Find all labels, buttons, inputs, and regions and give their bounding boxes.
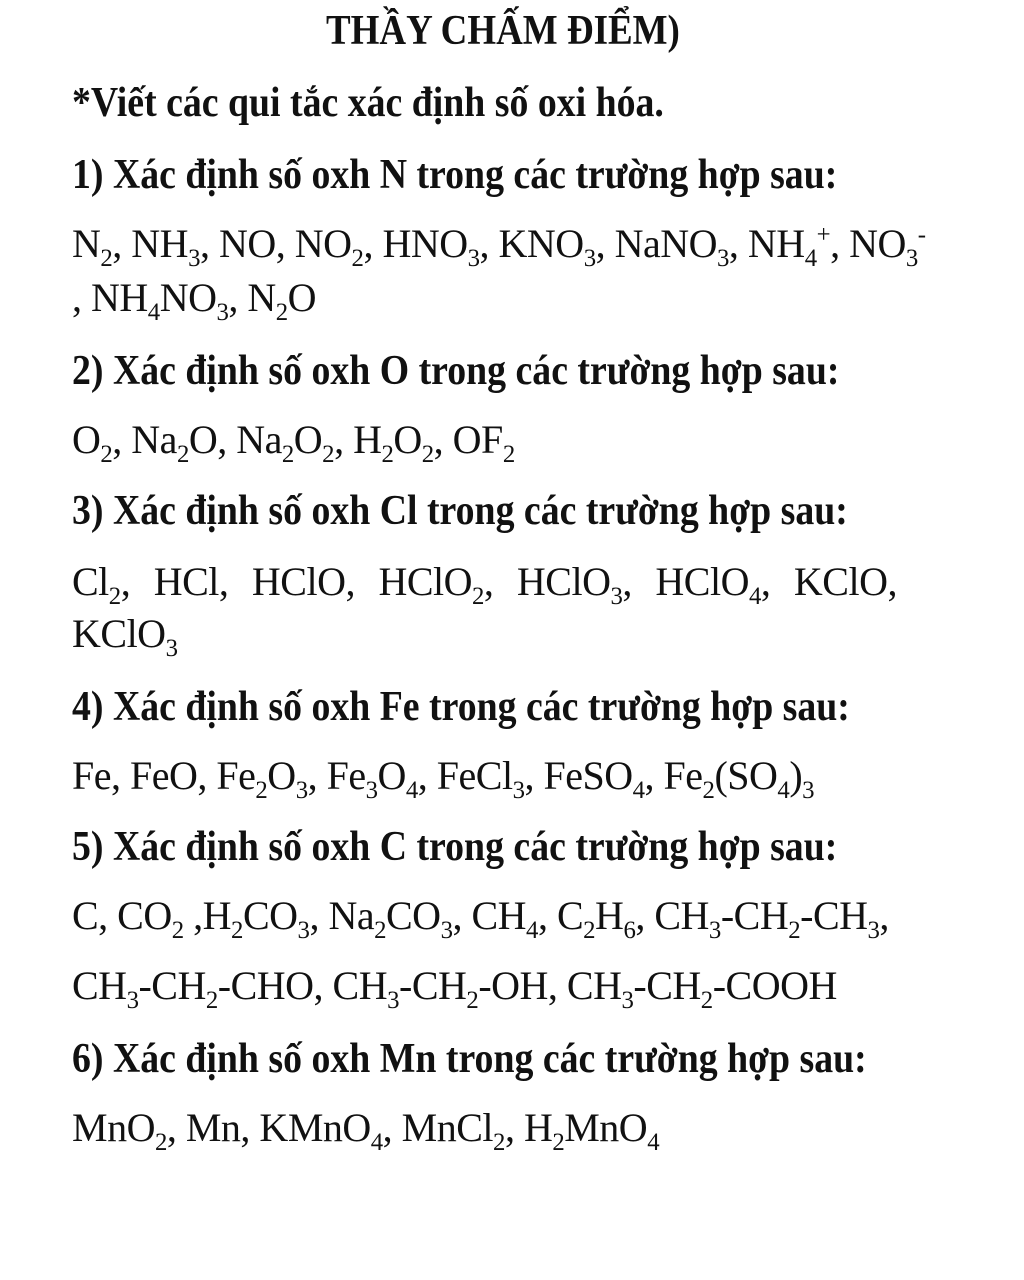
formula-superscript: - xyxy=(917,221,926,249)
formula-text: (SO xyxy=(714,753,778,798)
section-6-heading: 6) Xác định số oxh Mn trong các trường hợp sau: xyxy=(72,1036,867,1082)
formula-text: , Mn, KMnO xyxy=(166,1105,371,1150)
formula-text: O, Na xyxy=(188,417,282,462)
formula-text: , HCl, HClO, HClO xyxy=(120,559,473,604)
formula-text: O xyxy=(377,753,406,798)
formula-text: , CH xyxy=(452,893,527,938)
formula-text: , C xyxy=(537,893,584,938)
formula-text: , H xyxy=(504,1105,553,1150)
section-2-formula-line xyxy=(72,417,515,468)
formula-subscript: 2 xyxy=(552,1129,565,1156)
formula-text: Fe, FeO, Fe xyxy=(72,753,256,798)
formula-text: -OH, CH xyxy=(478,963,622,1008)
formula-text: -COOH xyxy=(712,963,837,1008)
section-3-formula-line xyxy=(72,559,897,610)
formula-subscript: 2 xyxy=(100,245,113,272)
formula-text: , CH xyxy=(635,893,709,938)
formula-subscript: 6 xyxy=(623,917,636,944)
section-1-formula-line xyxy=(72,275,317,326)
formula-subscript: 3 xyxy=(440,917,453,944)
formula-subscript: 4 xyxy=(647,1129,660,1156)
formula-subscript: 4 xyxy=(748,583,761,610)
section-4-formula-line xyxy=(72,753,815,804)
formula-text: , HClO xyxy=(483,559,611,604)
formula-subscript: 4 xyxy=(526,917,538,944)
formula-text: Cl xyxy=(72,559,109,604)
formula-subscript: 2 xyxy=(493,1129,505,1156)
formula-subscript: 2 xyxy=(171,917,184,944)
formula-text: KClO xyxy=(72,611,166,656)
formula-subscript: 2 xyxy=(154,1129,167,1156)
formula-text: CO xyxy=(242,893,298,938)
formula-text: , MnCl xyxy=(382,1105,494,1150)
formula-subscript: 2 xyxy=(281,441,294,468)
formula-text: , Na xyxy=(112,417,177,462)
formula-superscript: + xyxy=(816,221,831,249)
formula-text: , HNO xyxy=(363,221,468,266)
formula-text: , NO, NO xyxy=(199,221,352,266)
formula-subscript: 3 xyxy=(708,917,721,944)
formula-subscript: 2 xyxy=(176,441,189,468)
formula-subscript: 2 xyxy=(351,245,364,272)
formula-subscript: 3 xyxy=(467,245,480,272)
section-4-heading: 4) Xác định số oxh Fe trong các trường hợp sau: xyxy=(72,684,850,730)
formula-subscript: 4 xyxy=(804,245,817,272)
formula-subscript: 3 xyxy=(365,777,378,804)
formula-subscript: 2 xyxy=(583,917,596,944)
formula-text: MnO xyxy=(564,1105,648,1150)
formula-text: , FeCl xyxy=(417,753,513,798)
formula-text: , NH xyxy=(728,221,805,266)
formula-text: O xyxy=(72,417,101,462)
formula-text: MnO xyxy=(72,1105,155,1150)
formula-text: O xyxy=(287,275,317,320)
formula-subscript: 2 xyxy=(421,441,434,468)
formula-text: , HClO xyxy=(622,559,749,604)
formula-text: -CH xyxy=(399,963,467,1008)
section-2-heading: 2) Xác định số oxh O trong các trường hợp sau: xyxy=(72,348,840,394)
formula-text: CO xyxy=(385,893,441,938)
formula-subscript: 3 xyxy=(165,635,178,662)
section-1-formula-line xyxy=(72,221,926,272)
formula-text: , NO xyxy=(830,221,906,266)
formula-text: , xyxy=(879,893,889,938)
formula-text: -CHO, CH xyxy=(217,963,388,1008)
formula-text: H xyxy=(595,893,624,938)
formula-subscript: 3 xyxy=(905,245,918,272)
formula-text: CH xyxy=(72,963,127,1008)
formula-subscript: 3 xyxy=(216,299,229,326)
formula-subscript: 2 xyxy=(108,583,121,610)
formula-text: O xyxy=(393,417,422,462)
formula-text: , KClO, xyxy=(760,559,897,604)
formula-subscript: 3 xyxy=(387,987,400,1014)
formula-subscript: 4 xyxy=(632,777,645,804)
section-5-formula-line xyxy=(72,893,889,944)
formula-subscript: 4 xyxy=(777,777,790,804)
formula-subscript: 2 xyxy=(700,987,713,1014)
formula-subscript: 2 xyxy=(702,777,715,804)
section-5-heading: 5) Xác định số oxh C trong các trường hợp sau: xyxy=(72,824,838,870)
formula-text: , FeSO xyxy=(524,753,633,798)
formula-subscript: 2 xyxy=(231,917,243,944)
formula-text: O xyxy=(293,417,323,462)
formula-subscript: 3 xyxy=(295,777,308,804)
formula-text: O xyxy=(267,753,296,798)
formula-subscript: 3 xyxy=(512,777,525,804)
formula-text: -CH xyxy=(720,893,789,938)
formula-subscript: 2 xyxy=(100,441,113,468)
formula-subscript: 3 xyxy=(717,245,729,272)
formula-subscript: 2 xyxy=(466,987,479,1014)
formula-subscript: 3 xyxy=(621,987,634,1014)
formula-text: C, CO xyxy=(72,893,172,938)
formula-subscript: 3 xyxy=(188,245,200,272)
formula-subscript: 3 xyxy=(610,583,623,610)
formula-subscript: 3 xyxy=(297,917,310,944)
formula-text: N xyxy=(72,221,101,266)
formula-subscript: 4 xyxy=(147,299,160,326)
formula-subscript: 4 xyxy=(405,777,418,804)
section-3-formula-line xyxy=(72,611,178,662)
formula-subscript: 2 xyxy=(374,917,386,944)
formula-text: , Fe xyxy=(644,753,703,798)
formula-text: , N xyxy=(228,275,276,320)
formula-subscript: 2 xyxy=(255,777,268,804)
formula-text: , Fe xyxy=(307,753,366,798)
page-title: THẦY CHẤM ĐIỂM) xyxy=(326,8,680,54)
formula-text: , NH xyxy=(112,221,189,266)
section-1-heading: 1) Xác định số oxh N trong các trường hợp sau: xyxy=(72,152,838,198)
section-5-formula-line xyxy=(72,963,837,1014)
formula-text: , Na xyxy=(309,893,375,938)
formula-subscript: 2 xyxy=(322,441,335,468)
formula-text: ,H xyxy=(183,893,232,938)
formula-text: , OF xyxy=(433,417,503,462)
formula-subscript: 3 xyxy=(583,245,596,272)
formula-subscript: 4 xyxy=(370,1129,383,1156)
formula-text: , NH xyxy=(72,275,148,320)
formula-text: NO xyxy=(159,275,217,320)
section-6-formula-line xyxy=(72,1105,660,1156)
formula-subscript: 3 xyxy=(126,987,139,1014)
formula-text: , NaNO xyxy=(595,221,718,266)
formula-subscript: 3 xyxy=(867,917,880,944)
formula-subscript: 2 xyxy=(205,987,218,1014)
formula-text: ) xyxy=(789,753,803,798)
formula-subscript: 2 xyxy=(275,299,288,326)
formula-text: , H xyxy=(334,417,382,462)
formula-text: -CH xyxy=(633,963,701,1008)
section-3-heading: 3) Xác định số oxh Cl trong các trường hợp sau: xyxy=(72,488,848,534)
formula-subscript: 2 xyxy=(502,441,515,468)
formula-text: -CH xyxy=(800,893,868,938)
formula-subscript: 2 xyxy=(381,441,394,468)
intro-heading: *Viết các qui tắc xác định số oxi hóa. xyxy=(72,80,664,126)
formula-subscript: 2 xyxy=(472,583,484,610)
formula-text: -CH xyxy=(138,963,206,1008)
formula-subscript: 3 xyxy=(802,777,815,804)
formula-subscript: 2 xyxy=(788,917,801,944)
formula-text: , KNO xyxy=(479,221,584,266)
